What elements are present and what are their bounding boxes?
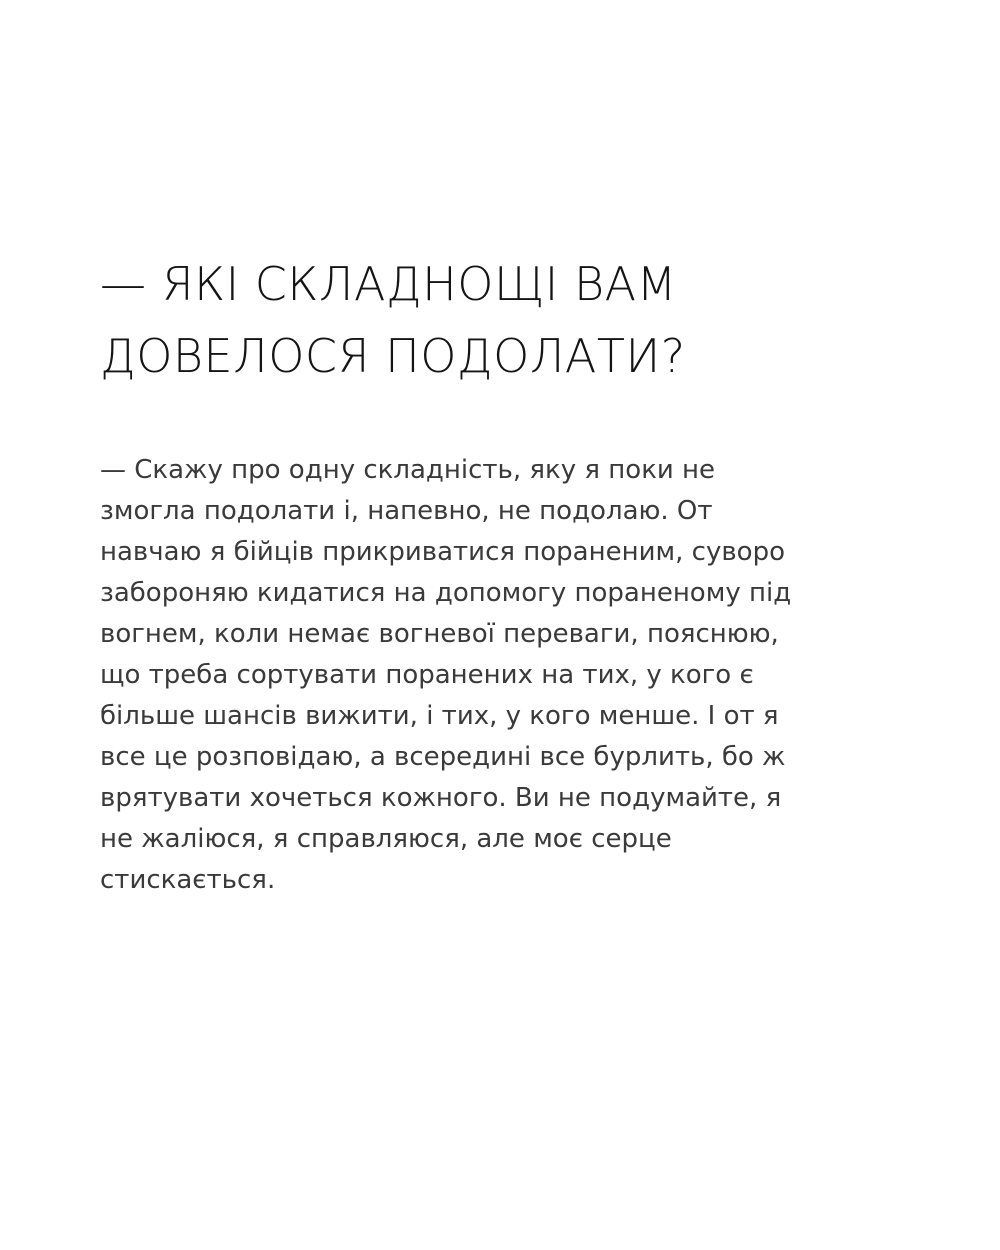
question-line: — ЯКІ СКЛАДНОЩІ ВАМ [100, 257, 677, 311]
answer-line: забороняю кидатися на допомогу пораненому під [100, 578, 792, 608]
answer-line: змогла подолати і, напевно, не подолаю. От [100, 496, 713, 526]
answer-line: вогнем, коли немає вогневої переваги, пояснюю, [100, 619, 779, 649]
answer-line: стискається. [100, 865, 276, 895]
answer-line: не жаліюся, я справляюся, але моє серце [100, 824, 672, 854]
answer-line: навчаю я бійців прикриватися пораненим, суворо [100, 537, 785, 567]
answer-line: більше шансів вижити, і тих, у кого менше. І от я [100, 701, 779, 731]
question-line: ДОВЕЛОСЯ ПОДОЛАТИ? [100, 329, 686, 383]
answer-line: що треба сортувати поранених на тих, у кого є [100, 660, 754, 690]
answer-line: — Скажу про одну складність, яку я поки не [100, 455, 716, 485]
answer-paragraph [100, 450, 960, 901]
question-heading [100, 248, 920, 392]
answer-line: врятувати хочеться кожного. Ви не подумайте, я [100, 783, 782, 813]
answer-line: все це розповідаю, а всередині все бурлить, бо ж [100, 742, 786, 772]
